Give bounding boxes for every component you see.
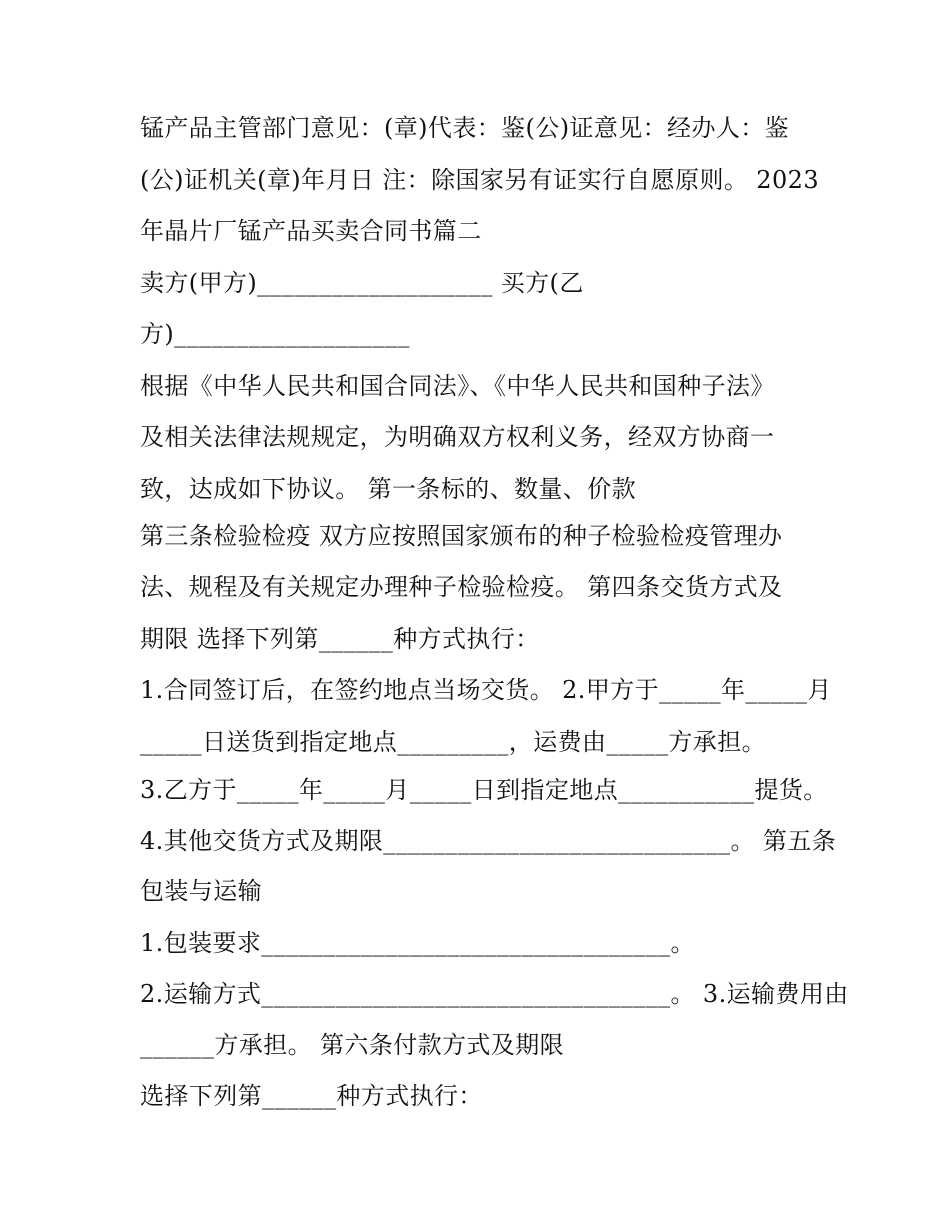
text-line: 期限 选择下列第______种方式执行： [140, 625, 540, 653]
text-line: 卖方(甲方)___________________ 买方(乙 [140, 269, 584, 297]
text-line: 第三条检验检疫 双方应按照国家颁布的种子检验检疫管理办 [140, 522, 783, 550]
text-line: 锰产品主管部门意见：(章)代表：鉴(公)证意见：经办人：鉴 [140, 114, 790, 142]
text-line: 年晶片厂锰产品买卖合同书篇二 [140, 217, 482, 245]
text-line: _____日送货到指定地点_________，运费由_____方承担。 [140, 728, 766, 756]
text-line: 致，达成如下协议。 第一条标的、数量、价款 [140, 475, 637, 503]
text-line: ______方承担。 第六条付款方式及期限 [140, 1031, 565, 1059]
text-line: 方)___________________ [140, 320, 410, 348]
text-line: 及相关法律法规规定，为明确双方权利义务，经双方协商一 [140, 423, 775, 451]
text-line: (公)证机关(章)年月日 注：除国家另有证实行自愿原则。 2023 [140, 166, 819, 194]
text-line: 根据《中华人民共和国合同法》、《中华人民共和国种子法》 [140, 372, 775, 400]
text-line: 选择下列第______种方式执行： [140, 1082, 483, 1110]
text-line: 3.乙方于_____年_____月_____日到指定地点___________提货。 [140, 776, 828, 804]
text-line: 2.运输方式_________________________________。 3.运输费用由 [140, 980, 849, 1008]
text-line: 1.包装要求_________________________________。 [140, 929, 695, 957]
text-line: 1.合同签订后，在签约地点当场交货。 2.甲方于_____年_____月 [140, 676, 832, 704]
text-line: 法、规程及有关规定办理种子检验检疫。 第四条交货方式及 [140, 573, 783, 601]
text-line: 包装与运输 [140, 877, 262, 905]
text-line: 4.其他交货方式及期限____________________________。 第五条 [140, 827, 837, 855]
